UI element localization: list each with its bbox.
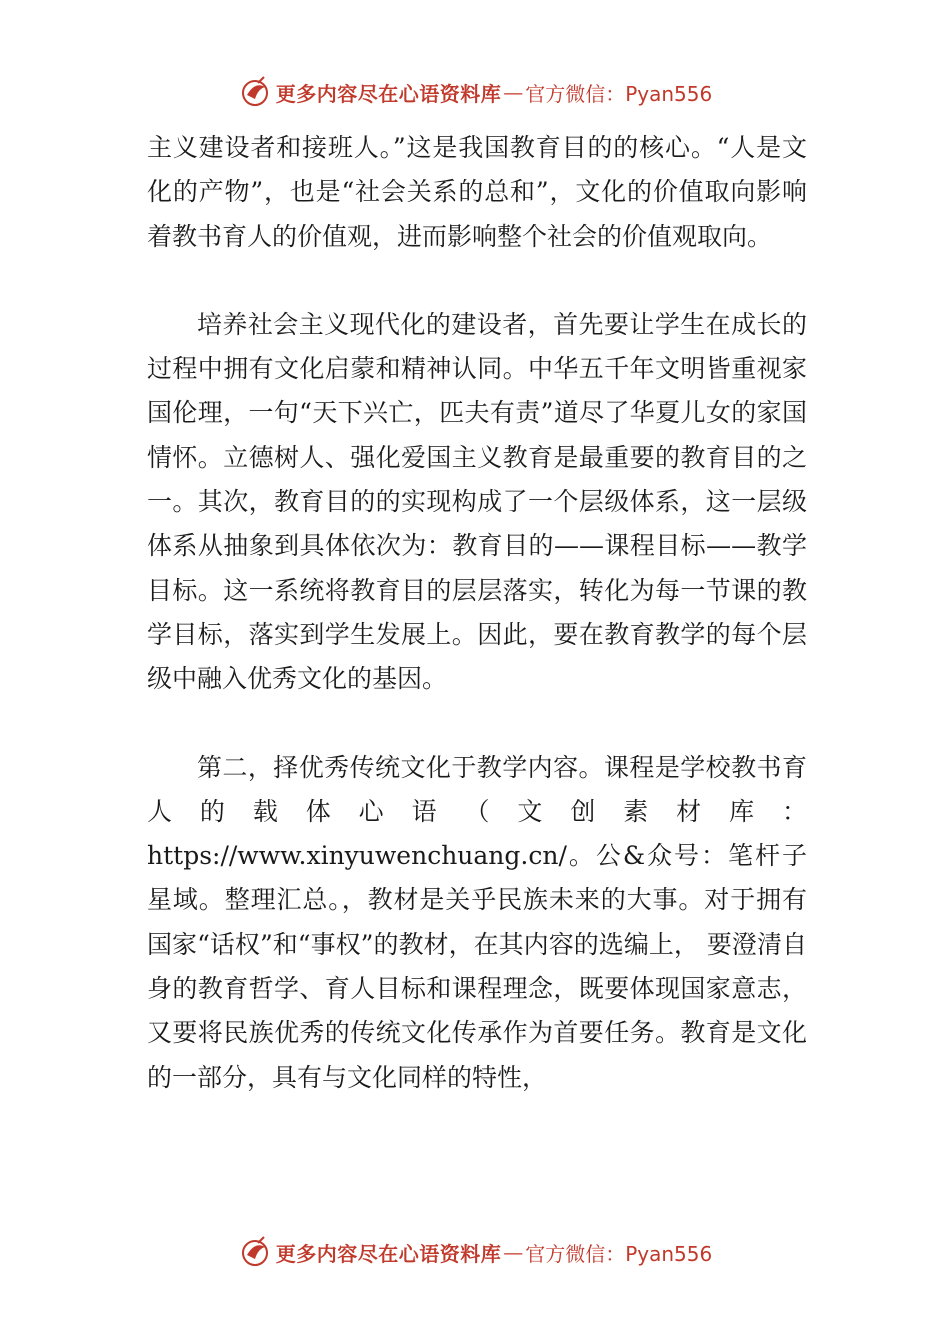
footer-banner xyxy=(0,1232,950,1272)
footer-wechat-text: 官方微信：Pyan556 xyxy=(525,1241,713,1266)
paragraph-gap xyxy=(147,702,807,746)
paragraph-gap xyxy=(147,259,807,303)
footer-brand-text: 更多内容尽在心语资料库 xyxy=(275,1241,502,1266)
paragraph-1: 主义建设者和接班人。”这是我国教育目的的核心。“人是文化的产物”，也是“社会关系的总和”，文化的价值取向影响着教书育人的价值观，进而影响整个社会的价值观取向。 xyxy=(147,133,807,251)
paragraph-2: 培养社会主义现代化的建设者，首先要让学生在成长的过程中拥有文化启蒙和精神认同。中华五千年文明皆重视家国伦理，一句“天下兴亡，匹夫有责”道尽了华夏儿女的家国情怀。立德树人、强化爱国主义教育是最重要的教育目的之一。其次，教育目的的实现构成了一个层级体系，这一层级体系从抽象到具体依次为：教育目的——课程目标——教学目标。这一系统将教育目的层层落实，转化为每一节课的教学目标，落实到学生发展上。因此，要在教育教学的每个层级中融入优秀文化的基因。 xyxy=(147,309,807,694)
header-wechat-text: 官方微信：Pyan556 xyxy=(525,81,713,106)
header-dash: — xyxy=(503,80,524,104)
header-brand-text: 更多内容尽在心语资料库 xyxy=(275,81,502,106)
paragraph-3: 第二，择优秀传统文化于教学内容。课程是学校教书育人的载体心语（文创素材库：https://www.xinyuwenchuang.cn/。公&众号：笔杆子星域。整理汇总。，教材是关乎民族未来的大事。对于拥有国家“话权”和“事权”的教材，在其内容的选编上， 要澄清自身的教育哲学、育人目标和课程理念，既要体现国家意志，又要将民族优秀的传统文化传承作为首要任务。教育是文化的一部分，具有与文化同样的特性， xyxy=(147,752,807,1092)
header-banner xyxy=(0,72,950,112)
brand-logo-icon xyxy=(238,75,272,109)
document-body xyxy=(147,126,807,1100)
brand-logo-icon xyxy=(238,1235,272,1269)
footer-dash: — xyxy=(503,1240,524,1264)
